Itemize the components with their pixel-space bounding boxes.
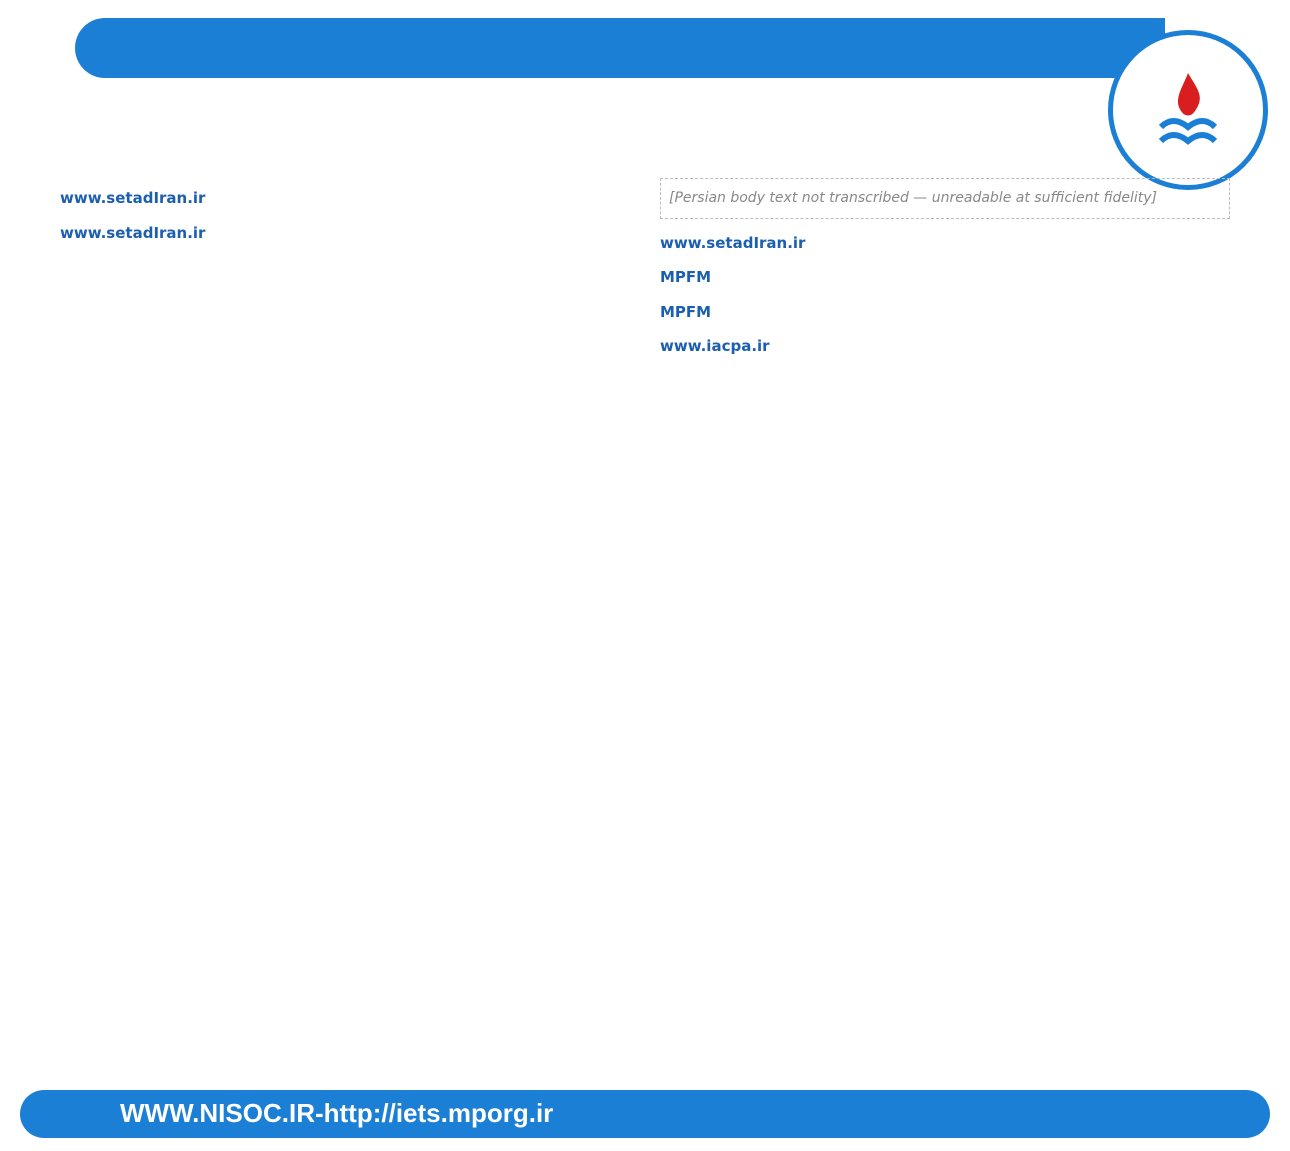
- top-banner: [75, 18, 1165, 78]
- untranscribed-note: [Persian body text not transcribed — unreadable at sufficient fidelity]: [660, 178, 1230, 219]
- website-link[interactable]: www.setadIran.ir: [60, 223, 206, 242]
- right-text-column: [660, 178, 1230, 1078]
- notice-title: [300, 118, 1000, 168]
- website-link[interactable]: www.setadIran.ir: [660, 233, 806, 252]
- website-link[interactable]: www.setadIran.ir: [60, 189, 206, 207]
- website-link[interactable]: www.iacpa.ir: [660, 337, 770, 356]
- left-text-column: [60, 178, 645, 1078]
- flame-logo-icon: [1143, 65, 1233, 155]
- company-logo: [1108, 30, 1268, 190]
- acronym-label: MPFM: [660, 268, 712, 287]
- footer-url[interactable]: WWW.NISOC.IR-http://iets.mporg.ir: [120, 1098, 554, 1128]
- acronym-label: MPFM: [660, 302, 712, 321]
- footer-banner: [20, 1090, 1270, 1138]
